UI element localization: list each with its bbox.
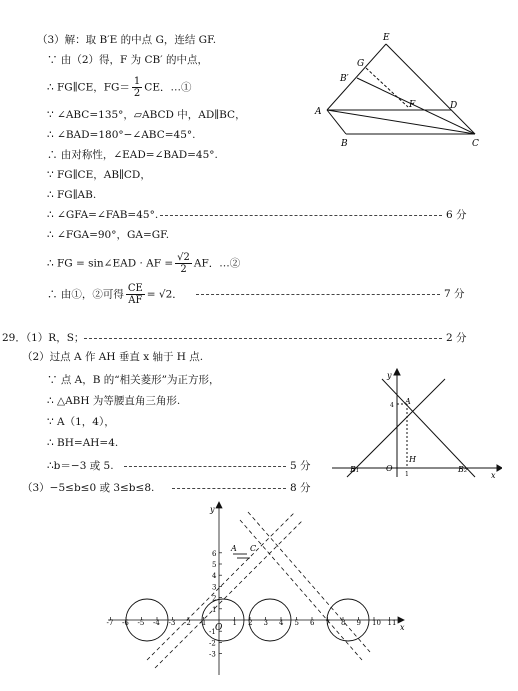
y-tick-label: 5 — [212, 561, 217, 569]
label-O: O — [386, 464, 393, 473]
label-A: A — [405, 397, 411, 406]
label-1: 1 — [405, 471, 409, 478]
y-tick-label: -3 — [209, 650, 216, 659]
axis-label-x: x — [491, 471, 496, 479]
label-A: A — [315, 107, 322, 117]
y-tick-label: 6 — [212, 549, 217, 558]
q29-line7: ∴b＝−3 或 5. — [47, 460, 114, 472]
p3-line5: ∴ ∠BAD=180°−∠ABC=45°. — [47, 129, 196, 141]
label-F: F — [409, 100, 416, 110]
y-tick-label: 2 — [212, 594, 217, 603]
label-C: C — [472, 139, 479, 149]
dashed-lines — [147, 512, 370, 668]
label-H: H — [409, 455, 416, 464]
q29-line5: ∵ A（1，4）， — [47, 416, 115, 428]
p3-line6: ∴ 由对称性，∠EAD=∠BAD=45°. — [47, 149, 218, 161]
score-5: 5 分 — [290, 460, 311, 472]
label-E: E — [383, 33, 390, 43]
x-tick-label: 10 — [372, 619, 381, 627]
p3-line7: ∵ FG∥CE，AB∥CD， — [47, 169, 151, 181]
y-tick-label: 1 — [212, 605, 217, 614]
y-axis-arrow — [394, 369, 400, 375]
y-tick-label: -2 — [209, 639, 216, 648]
score-6: 6 分 — [446, 209, 467, 221]
dash-leader — [172, 488, 286, 489]
dash-leader — [124, 466, 286, 467]
x-tick-label: -5 — [137, 619, 145, 627]
segment-B1C — [357, 78, 475, 134]
y-tick-label: 4 — [212, 572, 217, 581]
y-axis-arrow — [216, 502, 222, 508]
dashed-line-3 — [240, 520, 362, 660]
x-tick-label: 5 — [294, 619, 299, 627]
q29-line3: ∵ 点 A，B 的“相关菱形”为正方形， — [47, 374, 220, 386]
segment-AE — [327, 44, 386, 110]
x-tick-label: 11 — [387, 619, 397, 627]
p3-line12: ∴ 由①，②可得 $\frac{CE}{AF}$ = √2． — [47, 283, 183, 306]
label-B: B — [341, 139, 348, 149]
q29-line8: （3）−5≤b≤0 或 3≤b≤8. — [22, 482, 155, 494]
x-tick-label: -6 — [122, 619, 129, 627]
x-tick-label: 3 — [263, 619, 268, 627]
dashed-line-2 — [155, 521, 302, 668]
label-B1: B₁ — [350, 465, 360, 474]
x-tick-label: -2 — [184, 619, 191, 627]
label-A: A — [231, 544, 237, 553]
dash-leader — [84, 338, 442, 339]
x-tick-label: 6 — [310, 619, 315, 627]
label-O: O — [215, 623, 223, 633]
score-2: 2 分 — [446, 332, 467, 344]
x-tick-label: 7 — [325, 619, 330, 627]
x-tick-label: 8 — [341, 619, 346, 627]
geometry-figure — [305, 30, 495, 155]
dash-leader — [160, 215, 442, 216]
p3-line8: ∴ FG∥AB. — [47, 189, 97, 201]
square-figure — [327, 367, 502, 479]
fraction-sqrt2-over-2: $\frac{√2}{2}$ — [177, 252, 190, 275]
x-tick-label: -1 — [199, 619, 207, 627]
label-4: 4 — [390, 402, 394, 409]
label-C: C — [250, 544, 257, 553]
x-tick-label: -7 — [106, 619, 114, 627]
range-figure — [104, 500, 410, 678]
segment-AB — [327, 110, 346, 134]
dash-leader — [196, 294, 440, 295]
x-tick-label: 9 — [356, 619, 361, 627]
segment-GF — [366, 68, 408, 107]
p3-line3: ∴ FG∥CE，FG＝ $\frac{1}{2}$ CE．…① — [47, 76, 192, 99]
p3-line2: ∵ 由（2）得，F 为 CB′ 的中点， — [47, 54, 208, 66]
p3-line1: （3）解：取 B′E 的中点 G，连结 GF. — [37, 34, 217, 46]
x-tick-label: 1 — [232, 619, 237, 627]
x-tick-label: -3 — [168, 619, 176, 627]
q29-line1: 29．（1）R，S； — [2, 332, 85, 344]
score-7: 7 分 — [444, 288, 465, 300]
q29-line6: ∴ BH=AH=4. — [47, 437, 119, 449]
y-tick-label: 3 — [212, 583, 217, 592]
fraction-half: $\frac{1}{2}$ — [133, 76, 141, 99]
tick-marks — [107, 550, 397, 659]
x-axis-arrow — [497, 465, 502, 471]
x-tick-label: 4 — [279, 619, 284, 627]
p3-line9: ∴ ∠GFA=∠FAB=45°. — [47, 209, 159, 221]
dashed-line-4 — [248, 512, 370, 652]
score-8: 8 分 — [290, 482, 311, 494]
segment-EC — [386, 44, 475, 134]
label-D: D — [450, 101, 458, 111]
axis-label-y: y — [387, 371, 392, 380]
p3-line4: ∵ ∠ABC=135°，▱ABCD 中，AD∥BC， — [47, 109, 246, 121]
y-tick-label: -1 — [209, 628, 216, 637]
axis-label-x: x — [400, 623, 405, 632]
label-B2: B₂ — [458, 465, 468, 474]
axis-label-y: y — [210, 505, 215, 514]
segment-AC — [327, 110, 475, 134]
p3-line10: ∴ ∠FGA=90°，GA=GF. — [47, 229, 170, 241]
label-G: G — [357, 59, 365, 69]
q29-line4: ∴ △ABH 为等腰直角三角形. — [47, 395, 181, 407]
x-tick-label: -4 — [153, 619, 160, 627]
p3-line11: ∴ FG = sin∠EAD · AF = $\frac{√2}{2}$ AF．…② — [47, 252, 241, 275]
x-tick-label: 2 — [248, 619, 253, 627]
q29-line2: （2）过点 A 作 AH 垂直 x 轴于 H 点. — [22, 351, 204, 363]
fraction-ce-over-af: $\frac{CE}{AF}$ — [127, 283, 143, 306]
label-B1: B′ — [340, 74, 349, 84]
